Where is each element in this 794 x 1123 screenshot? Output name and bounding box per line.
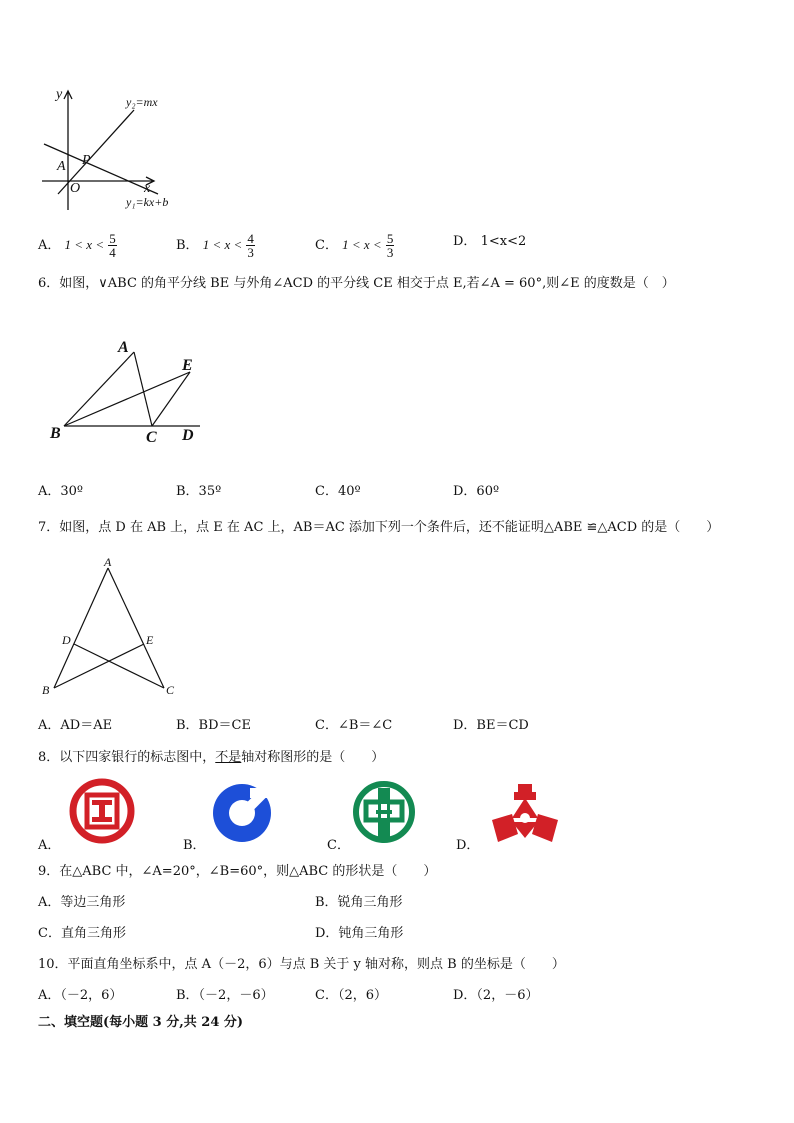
q5-option-a-fraction bbox=[108, 232, 117, 259]
q8-logo-a-icbc-icon bbox=[68, 778, 138, 844]
q6-label-c: C bbox=[146, 429, 157, 446]
q6-option-b[interactable]: B．35º bbox=[176, 484, 222, 499]
q6-label-a: A bbox=[118, 339, 129, 356]
q9-option-b[interactable]: B．锐角三角形 bbox=[315, 895, 403, 910]
q8-option-b[interactable]: B． bbox=[183, 838, 206, 853]
q8-text-under: 不是 bbox=[215, 750, 242, 765]
q10-option-b[interactable]: B．（－2，－6） bbox=[176, 988, 274, 1003]
section2-title: 二、填空题(每小题 3 分,共 24 分) bbox=[38, 1015, 244, 1030]
q7-option-b[interactable]: B．BD＝CE bbox=[176, 718, 251, 733]
q5-option-a-den: 4 bbox=[109, 245, 116, 260]
q8-logo-d-cmb-icon bbox=[488, 780, 562, 846]
q5-option-b[interactable] bbox=[176, 232, 255, 259]
line-ab bbox=[54, 568, 108, 688]
q5-option-b-den: 3 bbox=[247, 245, 254, 260]
q8-question-text bbox=[38, 750, 384, 766]
q7-label-e: E bbox=[146, 633, 154, 647]
q5-option-c-fraction bbox=[386, 232, 395, 259]
q8-option-c[interactable]: C． bbox=[327, 838, 350, 853]
q5-option-d-prefix: D． bbox=[453, 234, 477, 249]
q5-option-b-fraction bbox=[246, 232, 255, 259]
q6-option-a[interactable]: A．30º bbox=[38, 484, 84, 499]
line-cd bbox=[74, 644, 164, 688]
q6-option-d[interactable]: D．60º bbox=[453, 484, 500, 499]
q8-text-pre: 8．以下四家银行的标志图中， bbox=[38, 750, 216, 765]
label-a: A bbox=[57, 159, 66, 174]
q6-option-c[interactable]: C．40º bbox=[315, 484, 361, 499]
q9-option-d[interactable]: D．钝角三角形 bbox=[315, 926, 404, 941]
q6-label-e: E bbox=[182, 357, 193, 374]
label-p: P bbox=[82, 153, 91, 168]
q6-question-text: 6．如图，∨ABC 的角平分线 BE 与外角∠ACD 的平分线 CE 相交于点 E,若∠A = 60°,则∠E 的度数是（ ） bbox=[38, 276, 675, 291]
q7-option-d[interactable]: D．BE＝CD bbox=[453, 718, 529, 733]
q7-triangle-figure bbox=[38, 554, 188, 700]
q5-option-b-num: 4 bbox=[247, 231, 254, 246]
q6-label-b: B bbox=[50, 425, 61, 442]
q7-question-text: 7．如图，点 D 在 AB 上，点 E 在 AC 上，AB＝AC 添加下列一个条件后，还不能证明△ABE ≌△ACD 的是（ ） bbox=[38, 520, 720, 535]
q7-option-c[interactable]: C．∠B＝∠C bbox=[315, 718, 393, 733]
q9-option-a[interactable]: A．等边三角形 bbox=[38, 895, 126, 910]
q5-option-a[interactable] bbox=[38, 232, 117, 259]
line-be bbox=[54, 644, 144, 688]
q8-option-a[interactable]: A． bbox=[38, 838, 61, 853]
q9-question-text: 9．在△ABC 中，∠A=20°，∠B=60°，则△ABC 的形状是（ ） bbox=[38, 864, 437, 879]
q8-logo-c-abc-icon bbox=[352, 780, 418, 846]
q6-label-d: D bbox=[182, 427, 194, 444]
q7-label-b: B bbox=[42, 683, 50, 697]
q5-option-c-lhs: 1 < x < bbox=[342, 237, 382, 252]
label-y2: y₂=mx bbox=[126, 95, 158, 109]
q10-option-c[interactable]: C．（2，6） bbox=[315, 988, 387, 1003]
q7-label-a: A bbox=[104, 555, 112, 569]
q9-option-c[interactable]: C．直角三角形 bbox=[38, 926, 126, 941]
q7-label-d: D bbox=[62, 633, 71, 647]
line-ac bbox=[108, 568, 164, 688]
label-x: x bbox=[144, 181, 151, 196]
q5-option-c-prefix: C． bbox=[315, 238, 338, 253]
q5-option-b-lhs: 1 < x < bbox=[202, 237, 243, 252]
q5-option-c-den: 3 bbox=[386, 245, 394, 260]
q5-option-a-num: 5 bbox=[109, 231, 116, 246]
q5-option-a-lhs: 1 < x < bbox=[64, 237, 105, 252]
q7-label-c: C bbox=[166, 683, 175, 697]
q8-logo-b-ccb-icon bbox=[208, 780, 276, 846]
q8-text-post: 轴对称图形的是（ ） bbox=[241, 750, 385, 765]
q10-option-a[interactable]: A．（－2，6） bbox=[38, 988, 123, 1003]
q5-option-c-num: 5 bbox=[386, 231, 394, 246]
line-ba bbox=[64, 352, 134, 426]
q5-option-b-prefix: B． bbox=[176, 238, 199, 253]
q5-option-a-prefix: A． bbox=[38, 238, 61, 253]
q5-option-d-text: 1<x<2 bbox=[480, 234, 527, 249]
label-y1: y₁=kx+b bbox=[126, 195, 169, 209]
q10-question-text: 10．平面直角坐标系中，点 A（－2，6）与点 B 关于 y 轴对称，则点 B 的坐标是（ ） bbox=[38, 957, 565, 972]
label-origin: O bbox=[70, 181, 81, 196]
q6-triangle-figure bbox=[44, 334, 214, 448]
q8-option-d[interactable]: D． bbox=[456, 838, 480, 853]
q5-option-d[interactable] bbox=[453, 234, 526, 250]
label-y: y bbox=[56, 87, 63, 102]
q5-line-graph-figure bbox=[30, 84, 210, 214]
q5-option-c[interactable] bbox=[315, 232, 394, 259]
q10-option-d[interactable]: D．（2，－6） bbox=[453, 988, 539, 1003]
q7-option-a[interactable]: A．AD＝AE bbox=[38, 718, 113, 733]
